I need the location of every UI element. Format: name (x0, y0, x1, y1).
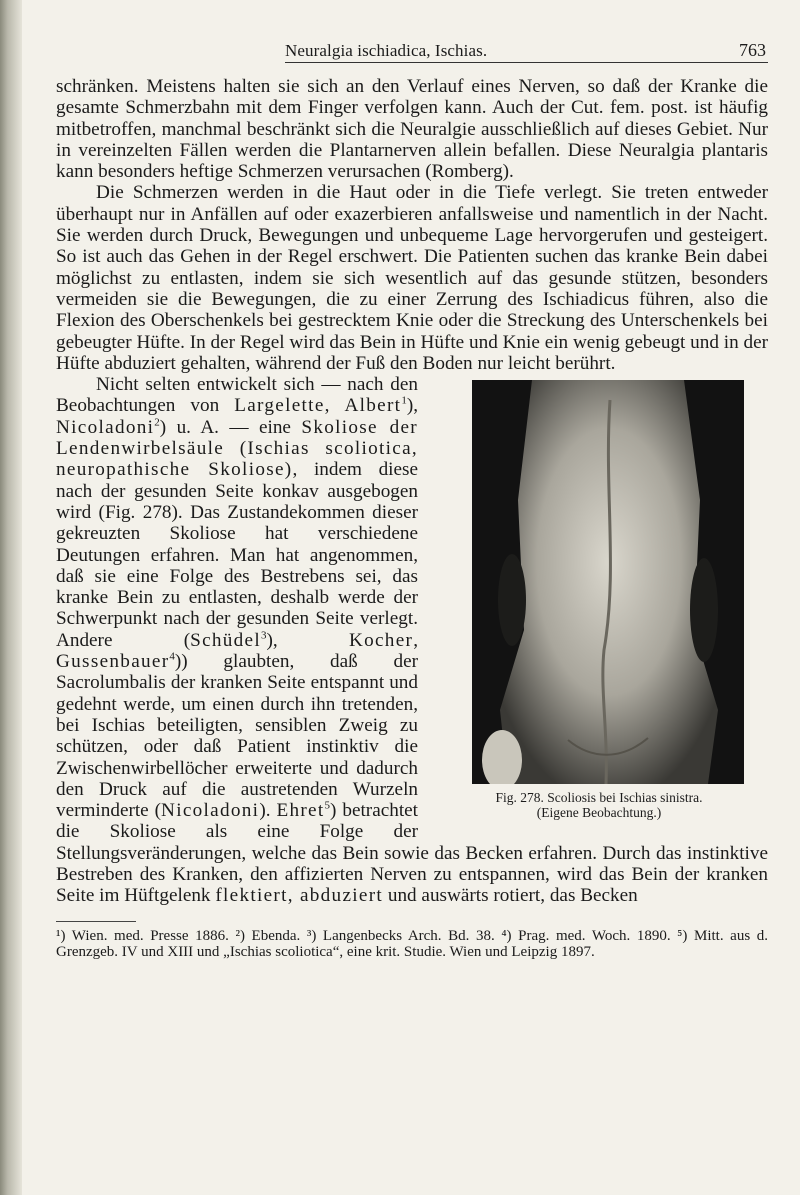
text-run: , (324, 395, 345, 417)
figure-caption (430, 790, 768, 820)
figure-278 (430, 380, 768, 820)
paragraph-1: schränken. Meistens halten sie sich an den Verlauf eines Nerven, so daß der Kranke die gesamte Schmerzbahn mit dem Finger verfolgen kann. Auch der Cut. fem. post. ist häufig mitbetroffen, manchmal beschränkt sich die Neuralgie ausschließlich auf dieses Gebiet. Nur in vereinzelten Fällen werden die Plantarnerven allein befallen. Diese Neuralgia plantaris kann besonders heftige Schmerzen verursachen (Romberg). (56, 76, 768, 183)
author-albert: Albert (344, 395, 402, 417)
author-ehret: Ehret (276, 800, 325, 822)
footnote-ref-3: 3 (261, 629, 267, 642)
footnote-ref-1: 1 (401, 395, 407, 408)
text-run: ). (259, 800, 277, 822)
text-run: Nicht selten entwickelt sich — nach den Beobachtungen von (56, 374, 418, 417)
footnote-ref-4: 4 (169, 650, 175, 663)
running-head (56, 40, 768, 66)
page-number: 763 (739, 40, 766, 60)
footnotes: ¹) Wien. med. Presse 1886. ²) Ebenda. ³) Langenbecks Arch. Bd. 38. ⁴) Prag. med. Woch. 1890. ⁵) Mitt. aus d. Grenzgeb. IV und XIII und „Ischias scoliotica“, eine krit. Studie. Wien und Leipzig 1897. (56, 927, 768, 961)
figure-caption-title: Fig. 278. Scoliosis bei Ischias sinistra. (495, 790, 703, 806)
back-photo-image (472, 380, 744, 784)
author-kocher: Kocher (348, 629, 414, 651)
text-run: )) glaubten, daß der Sacrolumbalis der kranken Seite entspannt und gedehnt werde, um einen durch ihn tretenden, bei Ischias beteiligten, sensiblen Zweig zu schützen, oder daß Patient instinktiv die Zwischenwirbellöcher erweiterte und dadurch den Druck auf die austretenden Wurzeln verminderte ( (56, 651, 418, 822)
author-gussenbauer: Gussenbauer (56, 651, 170, 673)
term-flektiert-abduziert: flektiert, abduziert (215, 885, 384, 907)
text-run: und auswärts rotiert, das Becken (383, 885, 638, 907)
author-nicoladoni: Nicoladoni (56, 416, 155, 438)
book-binding-edge (0, 0, 22, 1195)
paragraph-2 (56, 182, 768, 374)
paragraph-2-text: Die Schmerzen werden in die Haut oder in die Tiefe verlegt. Sie treten entweder überhaupt nur in Anfällen auf oder exazerbieren anfallsweise und namentlich in der Nacht. Sie werden durch Druck, Bewegungen und unbequeme Lage hervorgerufen und gesteigert. So ist auch das Gehen in der Regel erschwert. Die Patienten suchen das kranke Bein dabei möglichst zu entlasten, indem sie sich wesentlich auf das gesunde stützen, besonders vermeiden sie die Bewegungen, die zu einer Zerrung des Ischiadicus führen, also die Flexion des Oberschenkels bei gestrecktem Knie oder die Streckung des Unterschenkels bei gebeugter Hüfte. In der Regel wird das Bein in Hüfte und Knie ein wenig gebeugt und in der Hüfte abduziert gehalten, während der Fuß den Boden nur leicht berührt. (56, 182, 768, 374)
text-run: ), (266, 629, 349, 651)
footnote-separator (56, 921, 136, 922)
author-schuedel: Schüdel (190, 629, 262, 651)
header-rule (285, 62, 768, 63)
running-title: Neuralgia ischiadica, Ischias. (285, 41, 488, 60)
term-skoliose: Skoliose der Lendenwirbelsäule (Ischias scoliotica, neuropathische Skoliose) (56, 416, 418, 481)
figure-photo (472, 380, 744, 784)
footnote-ref-5: 5 (324, 799, 331, 812)
author-largelette: Largelette (234, 395, 325, 417)
text-run: ) betrachtet die Skoliose als eine Folge der Stellungsveränderungen, welche das Bein sowie das Becken erfahren. Durch das instinktive Bestreben des Kranken, den affizierten Nerven zu entspannen, wird das Bein der kranken Seite im Hüftgelenk (56, 800, 768, 907)
text-run: ) u. A. — eine (159, 416, 302, 438)
author-nicoladoni-2: Nicoladoni (161, 800, 260, 822)
figure-caption-source: (Eigene Beobachtung.) (536, 805, 662, 821)
text-run: ), (406, 395, 418, 417)
text-run: , (413, 629, 419, 651)
footnote-ref-2: 2 (154, 416, 160, 429)
book-page (56, 40, 768, 961)
text-run: , indem diese nach der gesunden Seite konkav ausgebogen wird (Fig. 278). Das Zustandekommen dieser gekreuzten Skoliose hat verschiedene Deutungen erfahren. Man hat angenommen, daß sie eine Folge des Bestrebens sei, das kranke Bein zu entlasten, deshalb werde der Schwerpunkt nach der gesunden Seite verlegt. Andere ( (56, 459, 418, 651)
